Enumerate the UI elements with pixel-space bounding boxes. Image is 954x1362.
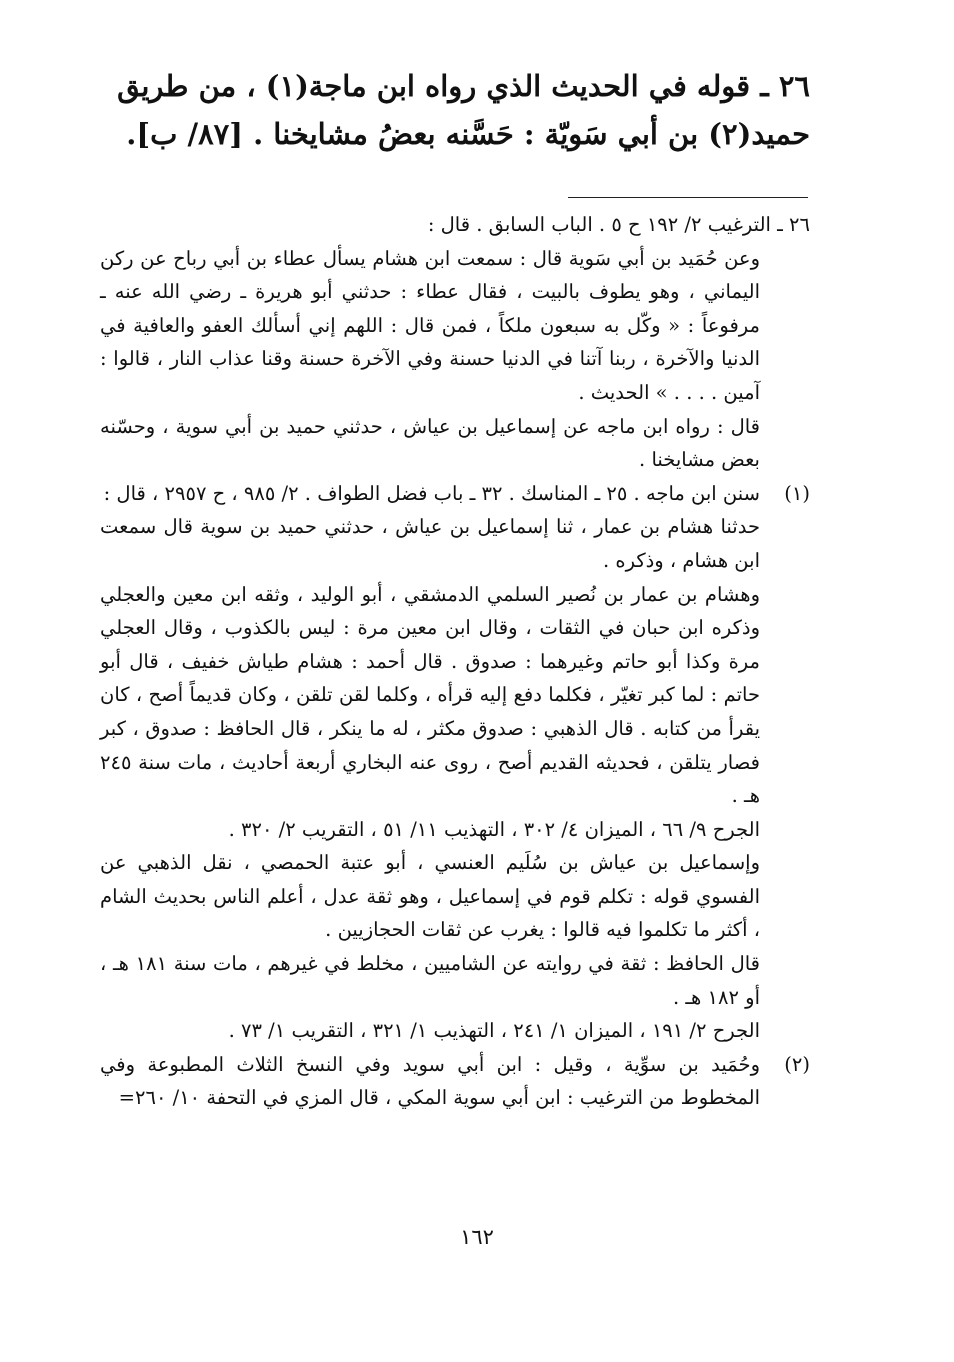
footnote-2 <box>100 1048 810 1115</box>
footnote-1-number: (١) <box>784 481 810 505</box>
main-text <box>100 62 810 158</box>
footnote-1 <box>100 477 810 1048</box>
footnote-divider <box>568 197 808 198</box>
footnote-1-hafiz: قال الحافظ : ثقة في روايته عن الشاميين ، مخلط في غيرهم ، مات سنة ١٨١ هـ ، أو ١٨٢ هـ . <box>100 952 761 1009</box>
footnote-1-references: الجرح ٢/ ١٩١ ، الميزان ١/ ٢٤١ ، التهذيب ١/ ٣٢١ ، التقريب ١/ ٧٣ . <box>228 1019 760 1043</box>
main-text-line: حميد(٢) بن أبي سَويّة : حَسَّنه بعضُ مشايخنا . [٨٧/ ب]. <box>126 117 810 151</box>
main-text-line: ٢٦ ـ قوله في الحديث الذي رواه ابن ماجة(١) ، من طريق <box>117 69 810 103</box>
footnote-2-text: وحُمَيد بن سوِّية ، وقيل : ابن أبي سويد وفي النسخ الثلاث المطبوعة وفي المخطوط من الترغيب : ابن أبي سوية المكي ، قال المزي في التحفة ١٠/ ٢٦٠= <box>100 1052 760 1110</box>
footnote-26-heading: ٢٦ ـ الترغيب ٢/ ١٩٢ ح ٥ . الباب السابق . قال : <box>427 213 810 236</box>
footnotes <box>100 208 810 1115</box>
footnote-1-references: الجرح ٩/ ٦٦ ، الميزان ٤/ ٣٠٢ ، التهذيب ١١/ ٥١ ، التقريب ٢/ ٣٢٠ . <box>228 817 760 841</box>
footnote-1-ismail: وإسماعيل بن عياش بن سُلَيم العنسي ، أبو عتبة الحمصي ، نقل الذهبي عن الفسوي قوله : تكلم قوم في إسماعيل ، وهو ثقة عدل ، أعلم الناس بحديث الشام ، أكثر ما تكلموا فيه قالوا : يغرب عن ثقات الحجازيين . <box>100 851 760 942</box>
footnote-1-isnad: حدثنا هشام بن عمار ، ثنا إسماعيل بن عياش ، حدثني حميد بن سوية قال سمعت ابن هشام ، وذكره . <box>100 515 760 572</box>
page-number: ١٦٢ <box>460 1225 494 1249</box>
footnote-2-number: (٢) <box>784 1052 810 1076</box>
footnote-26-said: قال : رواه ابن ماجه عن إسماعيل بن عياش ، حدثني حميد بن أبي سوية ، وحسّنه بعض مشايخنا . <box>100 414 760 472</box>
footnote-26-quote: وعن حُمَيد بن أبي سَوية قال : سمعت ابن هشام يسأل عطاء بن أبي رباح عن ركن اليماني ، وهو يطوف بالبيت ، فقال عطاء : حدثني أبو هريرة ـ رضي الله عنه ـ مرفوعاً : « وكّل به سبعون ملكاً ، فمن قال : اللهم إني أسألك العفو والعافية في الدنيا والآخرة ، ربنا آتنا في الدنيا حسنة وفي الآخرة حسنة وقنا عذاب النار ، قالوا : آمين . . . . » الحديث . <box>100 246 760 404</box>
footnote-1-source: سنن ابن ماجه . ٢٥ ـ المناسك . ٣٢ ـ باب فضل الطواف . ٢/ ٩٨٥ ، ح ٢٩٥٧ ، قال : <box>103 481 760 505</box>
footnote-1-hisham: وهشام بن عمار بن نُصير السلمي الدمشقي ، أبو الوليد ، وثقه ابن معين والعجلي وذكره ابن حبان في الثقات ، وقال ابن معين مرة : ليس بالكذوب ، وقال العجلي مرة وكذا أبو حاتم وغيرهما : صدوق . قال أحمد : هشام طياش خفيف ، قال أبو حاتم : لما كبر تغيّر ، فكلما دفع إليه قرأه ، وكلما لقن تلقن ، وكان قديماً أصح ، كان يقرأ من كتابه . قال الذهبي : صدوق مكثر ، له ما ينكر ، قال الحافظ : صدوق ، كبر فصار يتلقن ، فحديثه القديم أصح ، روى عنه البخاري أربعة أحاديث ، مات سنة ٢٤٥ هـ . <box>100 582 760 808</box>
